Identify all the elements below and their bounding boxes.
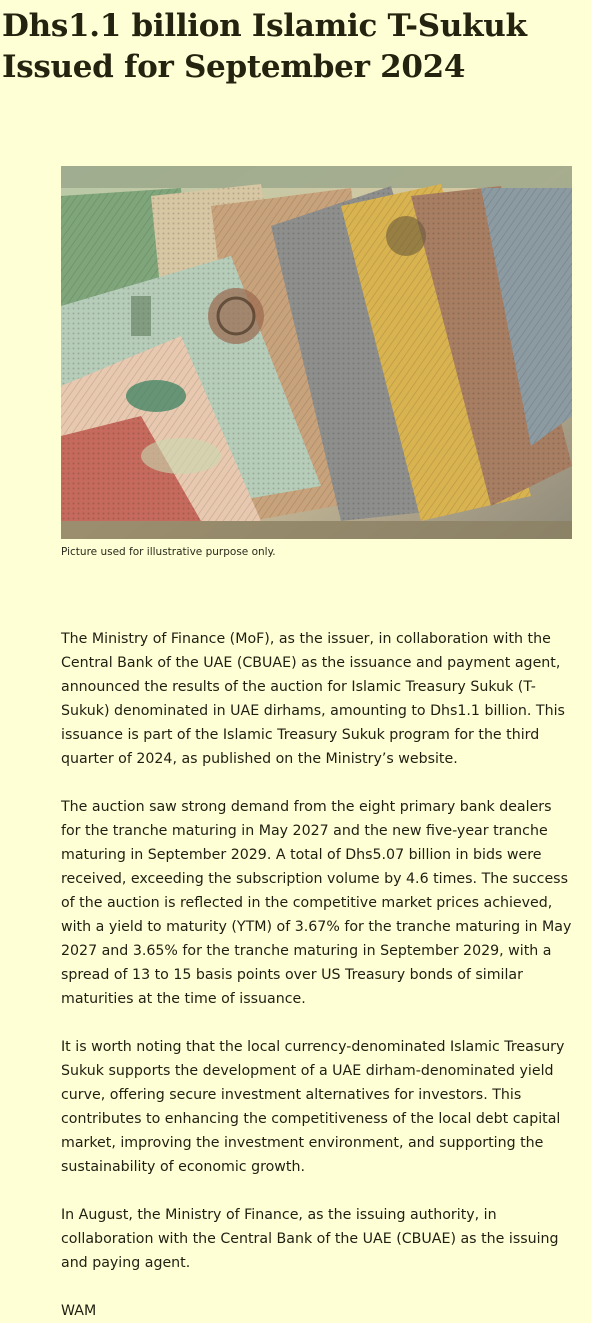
article-paragraph: The auction saw strong demand from the eight primary bank dealers for the tranche maturing in May 2027 and the new five-year tranche maturing in September 2029. A total of Dhs5.07 billion in bids were received, exceeding the subscription volume by 4.6 times. The success of the auction is reflected in the competitive market prices achieved, with a yield to maturity (YTM) of 3.67% for the tranche maturing in May 2027 and 3.65% for the tranche maturing in September 2029, with a spread of 13 to 15 basis points over US Treasury bonds of similar maturities at the time of issuance. [61,799,572,1007]
article-image [61,166,572,539]
article-paragraph: The Ministry of Finance (MoF), as the issuer, in collaboration with the Central Bank of the UAE (CBUAE) as the issuance and payment agent, announced the results of the auction for Islamic Treasury Sukuk (T-Sukuk) denominated in UAE dirhams, amounting to Dhs1.1 billion. This issuance is part of the Islamic Treasury Sukuk program for the third quarter of 2024, as published on the Ministry’s website. [61,631,565,767]
article-body [61,627,575,1323]
banknotes-illustration [61,166,572,539]
article-paragraph: It is worth noting that the local currency-denominated Islamic Treasury Sukuk supports the development of a UAE dirham-denominated yield curve, offering secure investment alternatives for investors. This contributes to enhancing the competitiveness of the local debt capital market, improving the investment environment, and supporting the sustainability of economic growth. [61,1039,565,1175]
article-title: Dhs1.1 billion Islamic T-Sukuk Issued for September 2024 [2,8,527,85]
article-source: WAM [61,1303,97,1319]
image-caption: Picture used for illustrative purpose only. [61,546,276,558]
article-paragraph: In August, the Ministry of Finance, as the issuing authority, in collaboration with the Central Bank of the UAE (CBUAE) as the issuing and paying agent. [61,1207,559,1271]
